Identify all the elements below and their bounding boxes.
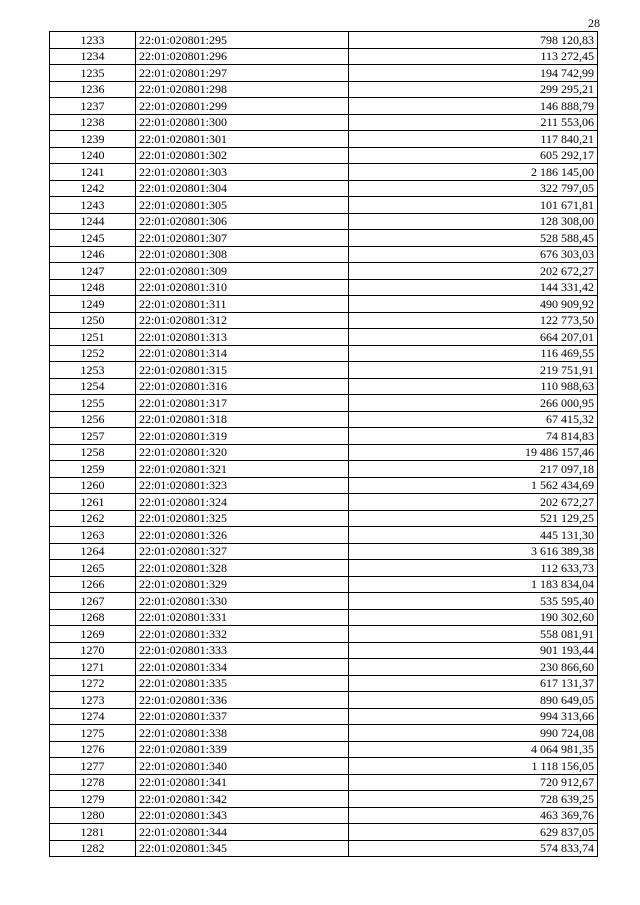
row-number-cell: 1258	[50, 444, 136, 461]
cadastral-number-cell: 22:01:020801:301	[136, 131, 349, 148]
row-number-cell: 1269	[50, 626, 136, 643]
cadastral-number-cell: 22:01:020801:313	[136, 329, 349, 346]
cadastral-number-cell: 22:01:020801:295	[136, 32, 349, 49]
row-number-cell: 1275	[50, 725, 136, 742]
cadastral-value-cell: 490 909,92	[349, 296, 598, 313]
table-row	[50, 180, 598, 197]
row-number-cell: 1265	[50, 560, 136, 577]
cadastral-number-cell: 22:01:020801:344	[136, 824, 349, 841]
cadastral-number-cell: 22:01:020801:319	[136, 428, 349, 445]
row-number-cell: 1239	[50, 131, 136, 148]
row-number-cell: 1245	[50, 230, 136, 247]
cadastral-value-cell: 219 751,91	[349, 362, 598, 379]
cadastral-number-cell: 22:01:020801:314	[136, 345, 349, 362]
cadastral-number-cell: 22:01:020801:340	[136, 758, 349, 775]
cadastral-number-cell: 22:01:020801:308	[136, 246, 349, 263]
row-number-cell: 1242	[50, 180, 136, 197]
cadastral-number-cell: 22:01:020801:342	[136, 791, 349, 808]
cadastral-value-cell: 67 415,32	[349, 411, 598, 428]
cadastral-number-cell: 22:01:020801:309	[136, 263, 349, 280]
cadastral-value-cell: 190 302,60	[349, 609, 598, 626]
table-row	[50, 329, 598, 346]
row-number-cell: 1262	[50, 510, 136, 527]
table-row	[50, 626, 598, 643]
cadastral-value-cell: 1 118 156,05	[349, 758, 598, 775]
row-number-cell: 1237	[50, 98, 136, 115]
cadastral-number-cell: 22:01:020801:343	[136, 807, 349, 824]
cadastral-value-cell: 901 193,44	[349, 642, 598, 659]
row-number-cell: 1276	[50, 741, 136, 758]
cadastral-number-cell: 22:01:020801:341	[136, 774, 349, 791]
table-row	[50, 312, 598, 329]
row-number-cell: 1236	[50, 81, 136, 98]
row-number-cell: 1277	[50, 758, 136, 775]
cadastral-value-cell: 110 988,63	[349, 378, 598, 395]
cadastral-number-cell: 22:01:020801:316	[136, 378, 349, 395]
row-number-cell: 1256	[50, 411, 136, 428]
cadastral-number-cell: 22:01:020801:330	[136, 593, 349, 610]
table-row	[50, 741, 598, 758]
cadastral-value-cell: 629 837,05	[349, 824, 598, 841]
cadastral-number-cell: 22:01:020801:302	[136, 147, 349, 164]
table-row	[50, 692, 598, 709]
cadastral-number-cell: 22:01:020801:320	[136, 444, 349, 461]
table-row	[50, 213, 598, 230]
row-number-cell: 1248	[50, 279, 136, 296]
cadastral-number-cell: 22:01:020801:304	[136, 180, 349, 197]
cadastral-number-cell: 22:01:020801:336	[136, 692, 349, 709]
row-number-cell: 1241	[50, 164, 136, 181]
table-row	[50, 147, 598, 164]
cadastral-value-cell: 202 672,27	[349, 263, 598, 280]
row-number-cell: 1252	[50, 345, 136, 362]
cadastral-value-cell: 890 649,05	[349, 692, 598, 709]
table-row	[50, 65, 598, 82]
cadastral-number-cell: 22:01:020801:321	[136, 461, 349, 478]
row-number-cell: 1263	[50, 527, 136, 544]
row-number-cell: 1247	[50, 263, 136, 280]
table-row	[50, 444, 598, 461]
table-row	[50, 81, 598, 98]
table-row	[50, 131, 598, 148]
table-row	[50, 527, 598, 544]
cadastral-number-cell: 22:01:020801:327	[136, 543, 349, 560]
table-row	[50, 543, 598, 560]
cadastral-number-cell: 22:01:020801:307	[136, 230, 349, 247]
cadastral-value-cell: 994 313,66	[349, 708, 598, 725]
cadastral-value-cell: 194 742,99	[349, 65, 598, 82]
cadastral-value-cell: 74 814,83	[349, 428, 598, 445]
cadastral-value-cell: 122 773,50	[349, 312, 598, 329]
cadastral-number-cell: 22:01:020801:339	[136, 741, 349, 758]
cadastral-number-cell: 22:01:020801:312	[136, 312, 349, 329]
table-row	[50, 774, 598, 791]
table-row	[50, 609, 598, 626]
table-row	[50, 642, 598, 659]
row-number-cell: 1234	[50, 48, 136, 65]
cadastral-value-cell: 4 064 981,35	[349, 741, 598, 758]
cadastral-value-cell: 217 097,18	[349, 461, 598, 478]
cadastral-number-cell: 22:01:020801:331	[136, 609, 349, 626]
table-row	[50, 807, 598, 824]
table-row	[50, 593, 598, 610]
cadastral-number-cell: 22:01:020801:318	[136, 411, 349, 428]
cadastral-value-cell: 266 000,95	[349, 395, 598, 412]
row-number-cell: 1233	[50, 32, 136, 49]
table-row	[50, 494, 598, 511]
cadastral-number-cell: 22:01:020801:333	[136, 642, 349, 659]
table-row	[50, 246, 598, 263]
cadastral-number-cell: 22:01:020801:300	[136, 114, 349, 131]
cadastral-number-cell: 22:01:020801:323	[136, 477, 349, 494]
row-number-cell: 1281	[50, 824, 136, 841]
row-number-cell: 1255	[50, 395, 136, 412]
cadastral-value-cell: 990 724,08	[349, 725, 598, 742]
cadastral-number-cell: 22:01:020801:306	[136, 213, 349, 230]
cadastral-value-cell: 617 131,37	[349, 675, 598, 692]
table-row	[50, 840, 598, 857]
row-number-cell: 1273	[50, 692, 136, 709]
cadastral-number-cell: 22:01:020801:296	[136, 48, 349, 65]
cadastral-number-cell: 22:01:020801:338	[136, 725, 349, 742]
row-number-cell: 1244	[50, 213, 136, 230]
table-row	[50, 164, 598, 181]
cadastral-value-cell: 19 486 157,46	[349, 444, 598, 461]
table-row	[50, 708, 598, 725]
cadastral-number-cell: 22:01:020801:299	[136, 98, 349, 115]
cadastral-value-cell: 3 616 389,38	[349, 543, 598, 560]
cadastral-value-cell: 445 131,30	[349, 527, 598, 544]
table-row	[50, 114, 598, 131]
row-number-cell: 1267	[50, 593, 136, 610]
cadastral-value-cell: 112 633,73	[349, 560, 598, 577]
cadastral-number-cell: 22:01:020801:345	[136, 840, 349, 857]
cadastral-number-cell: 22:01:020801:317	[136, 395, 349, 412]
cadastral-number-cell: 22:01:020801:329	[136, 576, 349, 593]
table-row	[50, 675, 598, 692]
cadastral-number-cell: 22:01:020801:325	[136, 510, 349, 527]
row-number-cell: 1235	[50, 65, 136, 82]
cadastral-value-cell: 101 671,81	[349, 197, 598, 214]
cadastral-value-cell: 535 595,40	[349, 593, 598, 610]
row-number-cell: 1251	[50, 329, 136, 346]
table-row	[50, 48, 598, 65]
cadastral-value-cell: 322 797,05	[349, 180, 598, 197]
table-row	[50, 477, 598, 494]
row-number-cell: 1280	[50, 807, 136, 824]
table-row	[50, 230, 598, 247]
cadastral-value-table	[49, 31, 598, 857]
table-row	[50, 197, 598, 214]
table-row	[50, 345, 598, 362]
cadastral-value-cell: 1 562 434,69	[349, 477, 598, 494]
cadastral-value-cell: 1 183 834,04	[349, 576, 598, 593]
cadastral-value-cell: 202 672,27	[349, 494, 598, 511]
cadastral-value-cell: 521 129,25	[349, 510, 598, 527]
cadastral-number-cell: 22:01:020801:332	[136, 626, 349, 643]
cadastral-number-cell: 22:01:020801:337	[136, 708, 349, 725]
row-number-cell: 1240	[50, 147, 136, 164]
table-row	[50, 395, 598, 412]
cadastral-value-cell: 558 081,91	[349, 626, 598, 643]
cadastral-value-cell: 574 833,74	[349, 840, 598, 857]
table-row	[50, 263, 598, 280]
row-number-cell: 1270	[50, 642, 136, 659]
cadastral-value-cell: 2 186 145,00	[349, 164, 598, 181]
table-row	[50, 378, 598, 395]
cadastral-number-cell: 22:01:020801:315	[136, 362, 349, 379]
row-number-cell: 1250	[50, 312, 136, 329]
table-row	[50, 296, 598, 313]
table-row	[50, 791, 598, 808]
cadastral-number-cell: 22:01:020801:297	[136, 65, 349, 82]
row-number-cell: 1243	[50, 197, 136, 214]
row-number-cell: 1253	[50, 362, 136, 379]
table-row	[50, 428, 598, 445]
cadastral-value-cell: 144 331,42	[349, 279, 598, 296]
row-number-cell: 1249	[50, 296, 136, 313]
row-number-cell: 1278	[50, 774, 136, 791]
cadastral-value-cell: 117 840,21	[349, 131, 598, 148]
cadastral-value-cell: 798 120,83	[349, 32, 598, 49]
cadastral-value-cell: 113 272,45	[349, 48, 598, 65]
row-number-cell: 1238	[50, 114, 136, 131]
cadastral-number-cell: 22:01:020801:311	[136, 296, 349, 313]
cadastral-value-cell: 116 469,55	[349, 345, 598, 362]
cadastral-number-cell: 22:01:020801:303	[136, 164, 349, 181]
row-number-cell: 1274	[50, 708, 136, 725]
table-row	[50, 725, 598, 742]
cadastral-value-cell: 728 639,25	[349, 791, 598, 808]
row-number-cell: 1279	[50, 791, 136, 808]
cadastral-number-cell: 22:01:020801:334	[136, 659, 349, 676]
table-row	[50, 32, 598, 49]
cadastral-number-cell: 22:01:020801:298	[136, 81, 349, 98]
cadastral-value-cell: 230 866,60	[349, 659, 598, 676]
table-row	[50, 279, 598, 296]
table-row	[50, 411, 598, 428]
row-number-cell: 1260	[50, 477, 136, 494]
table-row	[50, 461, 598, 478]
cadastral-value-cell: 211 553,06	[349, 114, 598, 131]
cadastral-number-cell: 22:01:020801:324	[136, 494, 349, 511]
row-number-cell: 1259	[50, 461, 136, 478]
cadastral-number-cell: 22:01:020801:328	[136, 560, 349, 577]
row-number-cell: 1272	[50, 675, 136, 692]
row-number-cell: 1266	[50, 576, 136, 593]
table-row	[50, 510, 598, 527]
cadastral-value-cell: 146 888,79	[349, 98, 598, 115]
table-row	[50, 576, 598, 593]
table-row	[50, 362, 598, 379]
table-row	[50, 659, 598, 676]
cadastral-value-cell: 720 912,67	[349, 774, 598, 791]
cadastral-value-cell: 676 303,03	[349, 246, 598, 263]
cadastral-value-cell: 605 292,17	[349, 147, 598, 164]
page-number: 28	[588, 16, 600, 30]
row-number-cell: 1264	[50, 543, 136, 560]
row-number-cell: 1246	[50, 246, 136, 263]
row-number-cell: 1254	[50, 378, 136, 395]
cadastral-value-cell: 664 207,01	[349, 329, 598, 346]
table-row	[50, 98, 598, 115]
cadastral-value-cell: 128 308,00	[349, 213, 598, 230]
table-body	[50, 32, 598, 857]
row-number-cell: 1282	[50, 840, 136, 857]
row-number-cell: 1257	[50, 428, 136, 445]
table-row	[50, 560, 598, 577]
table-row	[50, 824, 598, 841]
cadastral-value-cell: 299 295,21	[349, 81, 598, 98]
table-row	[50, 758, 598, 775]
cadastral-value-cell: 463 369,76	[349, 807, 598, 824]
cadastral-number-cell: 22:01:020801:310	[136, 279, 349, 296]
cadastral-number-cell: 22:01:020801:305	[136, 197, 349, 214]
cadastral-number-cell: 22:01:020801:326	[136, 527, 349, 544]
row-number-cell: 1268	[50, 609, 136, 626]
cadastral-number-cell: 22:01:020801:335	[136, 675, 349, 692]
cadastral-value-cell: 528 588,45	[349, 230, 598, 247]
row-number-cell: 1271	[50, 659, 136, 676]
row-number-cell: 1261	[50, 494, 136, 511]
